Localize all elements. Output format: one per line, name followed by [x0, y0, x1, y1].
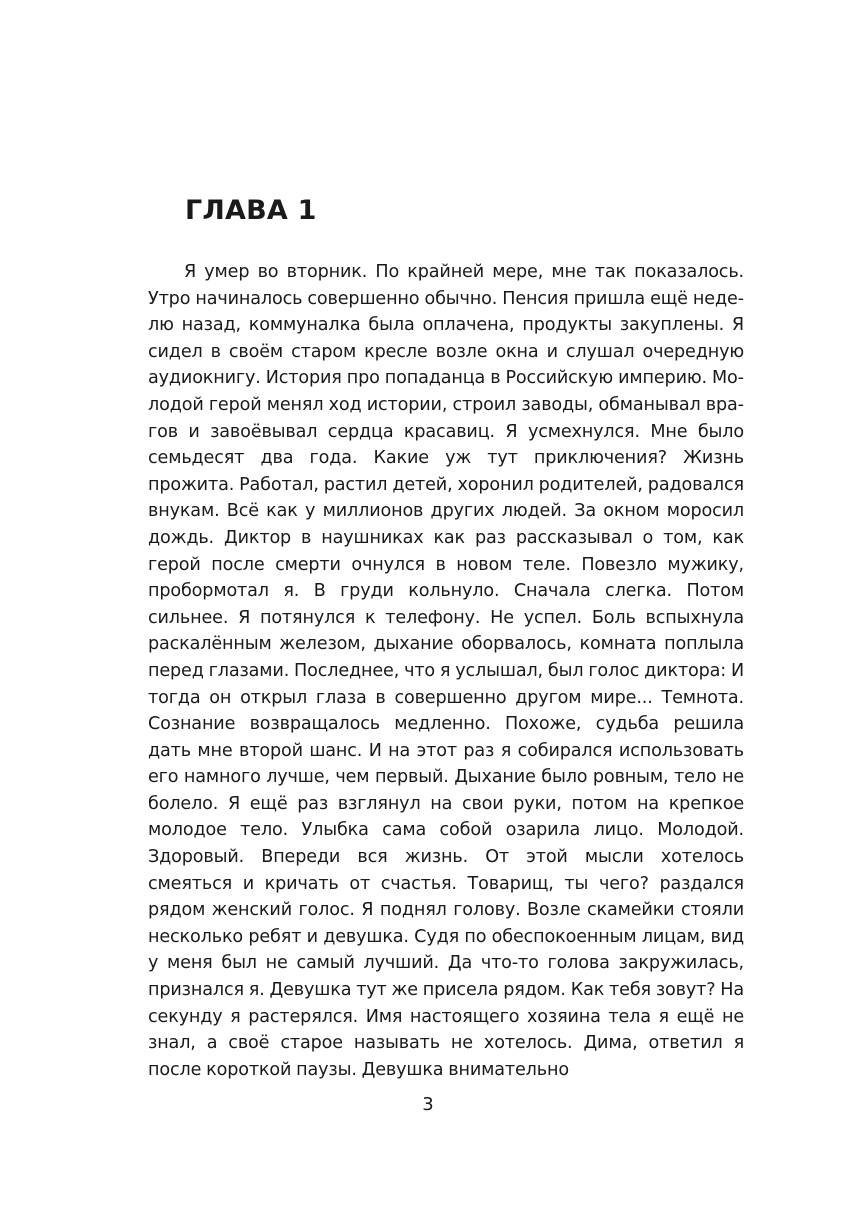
- page-number: 3: [422, 1094, 434, 1115]
- chapter-title: ГЛАВА 1: [185, 195, 317, 226]
- chapter-body-paragraph: Я умер во вторник. По крайней мере, мне так показалось. Утро начиналось совершенно обычно. Пенсия пришла ещё неделю назад, коммуналка была оплачена, продукты закуплены. Я сидел в своём старом кресле возле окна и слушал очередную аудиокнигу. История про попаданца в Российскую империю. Молодой герой менял ход истории, строил заводы, обманывал врагов и завоёвывал сердца красавиц. Я усмехнулся. Мне было семьдесят два года. Какие уж тут приключения? Жизнь прожита. Работал, растил детей, хоронил родителей, радовался внукам. Всё как у миллионов других людей. За окном моросил дождь. Диктор в наушниках как раз рассказывал о том, как герой после смерти очнулся в новом теле. Повезло мужику, пробормотал я. В груди кольнуло. Сначала слегка. Потом сильнее. Я потянулся к телефону. Не успел. Боль вспыхнула раскалённым железом, дыхание оборвалось, комната поплыла перед глазами. Последнее, что я услышал, был голос диктора: И тогда он открыл глаза в совершенно другом мире... Темнота. Сознание возвращалось медленно. Похоже, судьба решила дать мне второй шанс. И на этот раз я собирался использовать его намного лучше, чем первый. Дыхание было ровным, тело не болело. Я ещё раз взглянул на свои руки, потом на крепкое молодое тело. Улыбка сама собой озарила лицо. Молодой. Здоровый. Впереди вся жизнь. От этой мысли хотелось смеяться и кричать от счастья. Товарищ, ты чего? раздался рядом женский голос. Я поднял голову. Возле скамейки стояли несколько ребят и девушка. Судя по обеспокоенным лицам, вид у меня был не самый лучший. Да что-то голова закружилась, признался я. Девушка тут же присела рядом. Как тебя зовут? На секунду я растерялся. Имя настоящего хозяина тела я ещё не знал, а своё старое называть не хотелось. Дима, ответил я после короткой паузы. Девушка внимательно: [148, 262, 744, 1080]
